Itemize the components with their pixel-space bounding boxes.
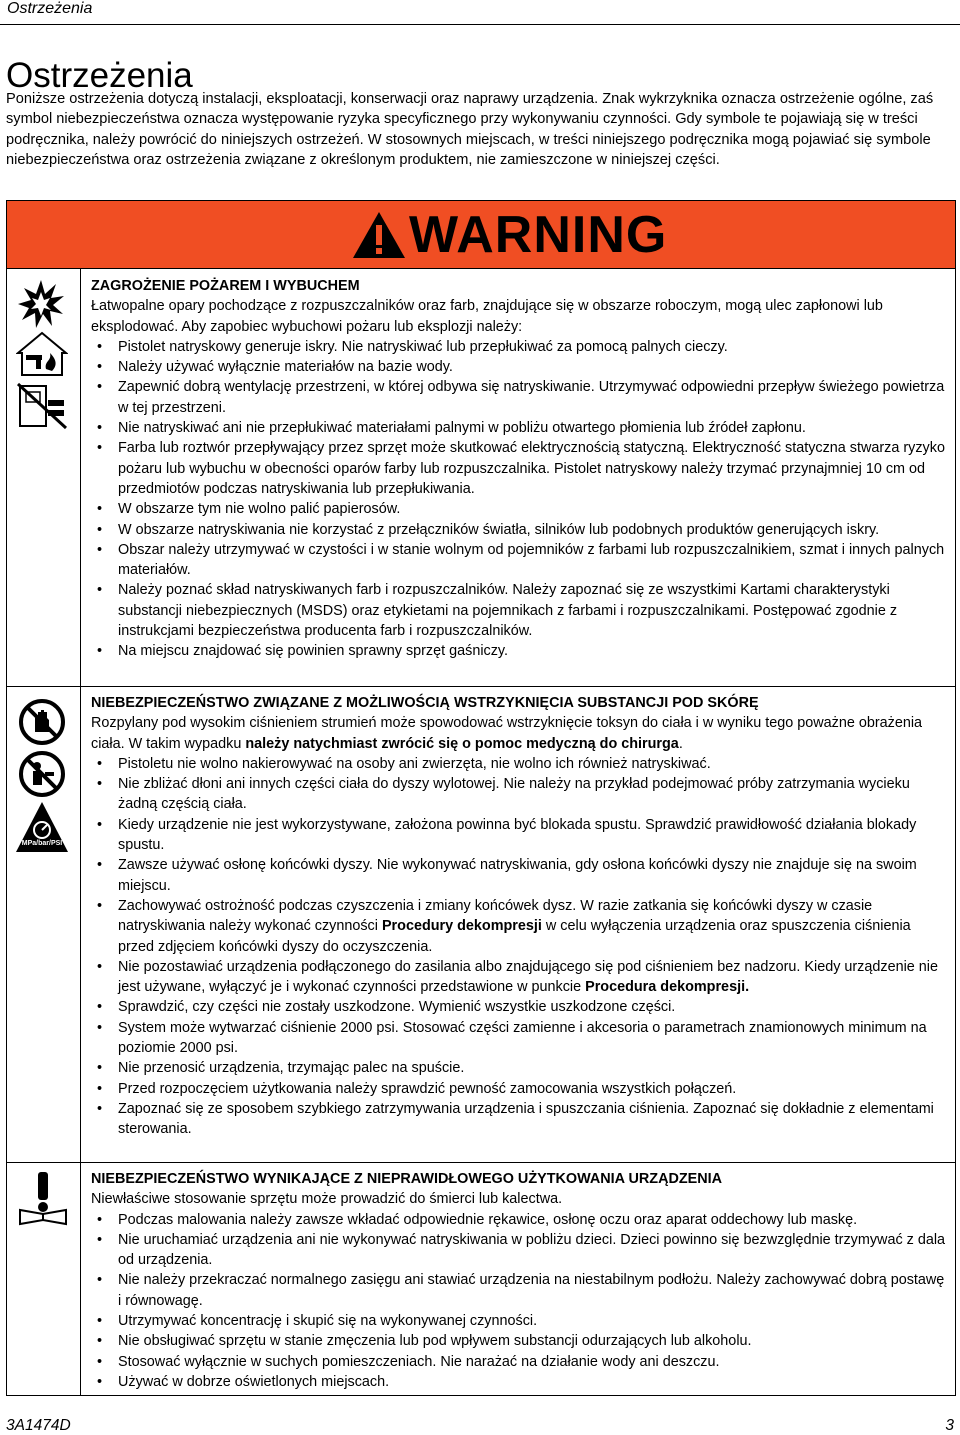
intro-paragraph: Poniższe ostrzeżenia dotyczą instalacji, eksploatacji, konserwacji oraz naprawy urządzenia. Znak wykrzyknika oznacza ostrzeżenie ogólne, zaś symbol niebezpieczeństwa oznacza występowanie ryzyka specyficznego przy wykonywaniu czynności. Gdy symbole te pojawiają się w treści podręcznika, należy powrócić do niniejszych ostrzeżeń. W stosownych miejscach, w treści niniejszego podręcznika mogą pojawiać się symbole niebezpieczeństwa oraz ostrzeżenia związane z określonym produktem, nie zamieszczone w niniejszej części. bbox=[6, 91, 934, 168]
list-item: • Nie zbliżać dłoni ani innych części ciała do dyszy wylotowej. Nie należy na przykład podejmować próby zatrzymania wycieku żadną częścią ciała. bbox=[91, 774, 949, 815]
list-item-bold: Procedura dekompresji. bbox=[585, 979, 750, 996]
list-item: • Nie natryskiwać ani nie przepłukiwać materiałami palnymi w pobliżu otwartego płomienia lub źródeł zapłonu. bbox=[91, 418, 949, 438]
document-number: 3A1474D bbox=[6, 1417, 71, 1434]
explosion-icon bbox=[16, 278, 66, 330]
list-item bbox=[91, 957, 949, 998]
no-spray-at-people-icon bbox=[18, 750, 66, 798]
warning-banner-label: WARNING bbox=[409, 206, 668, 264]
list-item-bold: Procedury dekompresji bbox=[381, 918, 542, 935]
pressure-unit-label: MPa/bar/PSI bbox=[21, 840, 63, 847]
warning-banner bbox=[6, 200, 956, 269]
page-number: 3 bbox=[945, 1417, 954, 1434]
list-item: • Nie należy przekraczać normalnego zasięgu ani stawiać urządzenia na niestabilnym podłożu. Należy zachowywać dobrą postawę i równowagę. bbox=[91, 1270, 949, 1311]
fire-explosion-section bbox=[91, 276, 949, 662]
list-item: • Farba lub roztwór przepływający przez sprzęt może skutkować elektrycznością statyczną. Elektryczność statyczna stwarza ryzyko pożaru lub wybuchu w obecności oparów farby lub rozpuszczalnika. Pistolet natryskowy należy trzymać przynajmniej 10 cm od przedmiotów podczas natryskiwania lub przepłukiwania. bbox=[91, 438, 949, 499]
list-item: • Podczas malowania należy zawsze wkładać odpowiednie rękawice, osłonę oczu oraz aparat oddechowy lub maskę. bbox=[91, 1210, 949, 1230]
section-divider bbox=[6, 1162, 956, 1163]
list-item: • Należy poznać skład natryskiwanych farb i rozpuszczalników. Należy zapoznać się ze wszystkimi Kartami charakterystyki substancji niebezpiecznych (MSDS) oraz etykietami na pojemnikach z farbami i rozpuszczalnikami. Postępować zgodnie z instrukcjami bezpieczeństwa producenta farb i rozpuszczalników. bbox=[91, 580, 949, 641]
read-manual-exclamation-icon bbox=[18, 1170, 68, 1226]
no-spark-icon bbox=[16, 382, 68, 430]
list-item: • Zapewnić dobrą wentylację przestrzeni, w której odbywa się natryskiwanie. Utrzymywać odpowiedni przepływ świeżego powietrza w tej przestrzeni. bbox=[91, 377, 949, 418]
spray-gun-flame-icon bbox=[16, 331, 68, 377]
section-title: NIEBEZPIECZEŃSTWO WYNIKAJĄCE Z NIEPRAWIDŁOWEGO UŻYTKOWANIA URZĄDZENIA bbox=[91, 1171, 723, 1187]
list-item: • Stosować wyłącznie w suchych pomieszczeniach. Nie narażać na działanie wody ani deszczu. bbox=[91, 1352, 949, 1372]
list-item: • W obszarze tym nie wolno palić papierosów. bbox=[91, 499, 949, 519]
list-item: • Używać w dobrze oświetlonych miejscach. bbox=[91, 1372, 949, 1392]
list-item-text: Nie pozostawiać urządzenia podłączonego do zasilania albo znajdującego się pod ciśnieniem bez nadzoru. Kiedy urządzenie nie jest używane, wyłączyć je i wykonać czynności przedstawione w punkcie bbox=[118, 958, 938, 996]
list-item-text: Zachowywać ostrożność podczas czyszczenia i zmiany końcówek dysz. W razie zatkania się końcówki dyszy w czasie natryskiwania należy wykonać czynności bbox=[118, 897, 873, 935]
warning-triangle-icon bbox=[351, 210, 407, 260]
section-intro: Niewłaściwe stosowanie sprzętu może prowadzić do śmierci lub kalectwa. bbox=[91, 1191, 563, 1208]
list-item bbox=[91, 896, 949, 957]
list-item: • Na miejscu znajdować się powinien sprawny sprzęt gaśniczy. bbox=[91, 641, 949, 661]
section-intro bbox=[91, 713, 949, 754]
section-divider bbox=[6, 686, 956, 687]
list-item: • Kiedy urządzenie nie jest wykorzystywane, założona powinna być blokada spustu. Sprawdzić prawidłowość działania blokady spustu. bbox=[91, 815, 949, 856]
section-intro: Łatwopalne opary pochodzące z rozpuszczalników oraz farb, znajdujące się w obszarze roboczym, mogą ulec zapłonowi lub eksplodować. Aby zapobiec wybuchowi pożaru lub eksplozji należy: bbox=[91, 298, 883, 335]
bullet-list bbox=[91, 1210, 949, 1393]
header-rule bbox=[0, 24, 960, 25]
intro-end-text: . bbox=[678, 735, 683, 752]
misuse-section bbox=[91, 1169, 949, 1392]
pressure-icon bbox=[14, 800, 70, 854]
page-title: Ostrzeżenia bbox=[6, 56, 193, 95]
list-item: • System może wytwarzać ciśnienie 2000 psi. Stosować części zamienne i akcesoria o parametrach znamionowych minimum na poziomie 2000 psi. bbox=[91, 1018, 949, 1059]
list-item: • W obszarze natryskiwania nie korzystać z przełączników światła, silników lub podobnych produktów generujących iskry. bbox=[91, 520, 949, 540]
no-hand-icon bbox=[18, 698, 66, 746]
list-item: • Sprawdzić, czy części nie zostały uszkodzone. Wymienić wszystkie uszkodzone części. bbox=[91, 997, 949, 1017]
bullet-list bbox=[91, 754, 949, 1140]
list-item: • Należy używać wyłącznie materiałów na bazie wody. bbox=[91, 357, 949, 377]
list-item: • Nie obsługiwać sprzętu w stanie zmęczenia lub pod wpływem substancji odurzających lub alkoholu. bbox=[91, 1331, 949, 1351]
section-title: NIEBEZPIECZEŃSTWO ZWIĄZANE Z MOŻLIWOŚCIĄ WSTRZYKNIĘCIA SUBSTANCJI POD SKÓRĘ bbox=[91, 695, 759, 711]
list-item: • Nie przenosić urządzenia, trzymając palec na spuście. bbox=[91, 1058, 949, 1078]
list-item: • Pistolet natryskowy generuje iskry. Nie natryskiwać lub przepłukiwać za pomocą palnych cieczy. bbox=[91, 337, 949, 357]
intro-text: Rozpylany pod wysokim ciśnieniem strumień może spowodować wstrzyknięcie toksyn do ciała i w wyniku tego poważne obrażenia ciała. W takim wypadku bbox=[91, 715, 923, 752]
list-item: • Przed rozpoczęciem użytkowania należy sprawdzić pewność zamocowania wszystkich połączeń. bbox=[91, 1079, 949, 1099]
icon-column-divider bbox=[80, 269, 81, 1395]
intro-bold-text: należy natychmiast zwrócić się o pomoc medyczną do chirurga bbox=[245, 735, 679, 752]
bullet-list bbox=[91, 337, 949, 662]
injection-section bbox=[91, 693, 949, 1140]
list-item-text: w celu wyłączenia urządzenia oraz spuszczenia ciśnienia przed zdjęciem końcówki dyszy do oczyszczenia. bbox=[118, 918, 911, 955]
list-item: • Utrzymywać koncentrację i skupić się na wykonywanej czynności. bbox=[91, 1311, 949, 1331]
list-item: • Obszar należy utrzymywać w czystości i w stanie wolnym od pojemników z farbami lub rozpuszczalnikiem, szmat i innych palnych materiałów. bbox=[91, 540, 949, 581]
list-item: • Nie uruchamiać urządzenia ani nie wykonywać natryskiwania w pobliżu dzieci. Dzieci powinno się bezwzględnie trzymywać z dala od urządzenia. bbox=[91, 1230, 949, 1271]
list-item: • Pistoletu nie wolno nakierowywać na osoby ani zwierzęta, nie wolno ich również natryskiwać. bbox=[91, 754, 949, 774]
section-title: ZAGROŻENIE POŻAREM I WYBUCHEM bbox=[91, 278, 360, 294]
running-head: Ostrzeżenia bbox=[7, 0, 93, 17]
list-item: • Zawsze używać osłonę końcówki dyszy. Nie wykonywać natryskiwania, gdy osłona końcówki dyszy nie znajduje się na swoim miejscu. bbox=[91, 855, 949, 896]
list-item: • Zapoznać się ze sposobem szybkiego zatrzymywania urządzenia i spuszczania ciśnienia. Zapoznać się dokładnie z elementami sterowania. bbox=[91, 1099, 949, 1140]
